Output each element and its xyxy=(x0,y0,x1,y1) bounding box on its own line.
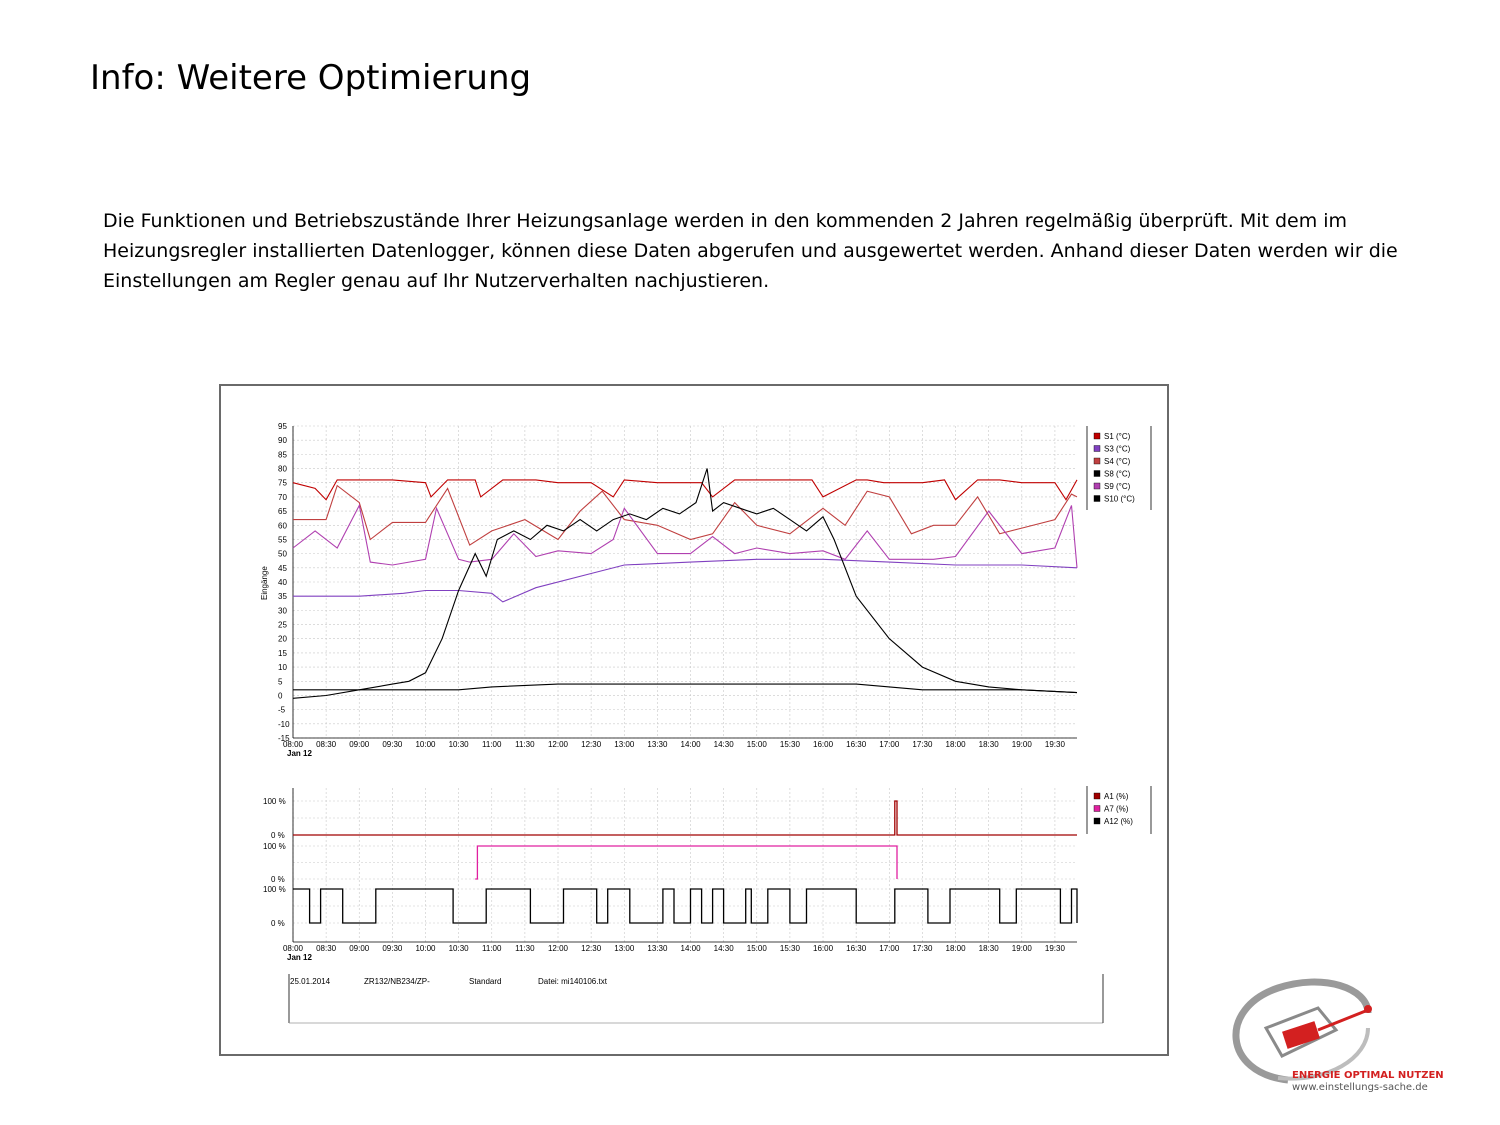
x-tick-label: 09:00 xyxy=(349,944,370,953)
x-tick-label: 17:00 xyxy=(879,740,900,749)
legend-label: A12 (%) xyxy=(1104,817,1133,826)
x-tick-label: 09:00 xyxy=(349,740,370,749)
x-tick-label: 18:30 xyxy=(978,944,999,953)
y-tick-label: 85 xyxy=(278,450,287,460)
x-tick-label: 10:30 xyxy=(448,740,469,749)
x-tick-label: 18:00 xyxy=(945,740,966,749)
legend-swatch xyxy=(1094,446,1100,452)
x-tick-label: 12:00 xyxy=(547,944,569,953)
y-tick-label: 100 % xyxy=(263,842,286,851)
x-tick-label: 08:30 xyxy=(316,740,337,749)
x-tick-label: 15:30 xyxy=(779,944,800,953)
x-tick-label: 14:00 xyxy=(680,740,701,749)
x-tick-label: 18:30 xyxy=(978,740,999,749)
legend-swatch xyxy=(1094,483,1100,489)
y-tick-label: 20 xyxy=(278,634,287,644)
x-tick-label: 19:30 xyxy=(1044,740,1065,749)
chart-frame xyxy=(219,384,1169,1056)
x-tick-label: 16:00 xyxy=(813,740,834,749)
x-tick-label: 15:00 xyxy=(746,944,767,953)
y-tick-label: 45 xyxy=(278,563,287,573)
series-line-S3 xyxy=(293,559,1077,602)
x-tick-label: 14:00 xyxy=(680,944,701,953)
x-tick-label: 13:30 xyxy=(647,740,668,749)
x-tick-label: 11:00 xyxy=(482,944,502,953)
legend-label: S3 (°C) xyxy=(1104,444,1131,454)
y-tick-label: 60 xyxy=(278,521,287,531)
footer-mode: Standard xyxy=(469,977,502,986)
y-tick-label: 65 xyxy=(278,507,287,517)
legend-swatch xyxy=(1094,458,1100,464)
x-sub-label: Jan 12 xyxy=(287,953,312,962)
y-tick-label: 0 % xyxy=(271,831,285,840)
x-tick-label: 11:00 xyxy=(482,740,502,749)
x-tick-label: 16:30 xyxy=(846,740,867,749)
legend-label: S1 (°C) xyxy=(1104,432,1131,441)
x-tick-label: 08:00 xyxy=(282,740,304,749)
y-tick-label: 35 xyxy=(278,592,287,602)
y-tick-label: 15 xyxy=(278,648,287,658)
x-tick-label: 15:30 xyxy=(779,740,800,749)
slide-title: Info: Weitere Optimierung xyxy=(90,58,532,98)
x-tick-label: 09:30 xyxy=(382,944,403,953)
series-line-S10 xyxy=(293,469,1077,699)
y-tick-label: -5 xyxy=(278,705,286,715)
x-tick-label: 19:00 xyxy=(1011,944,1032,953)
y-tick-label: 30 xyxy=(278,606,287,616)
y-tick-label: 80 xyxy=(278,464,287,474)
legend-label: S10 (°C) xyxy=(1104,494,1135,504)
x-tick-label: 14:30 xyxy=(713,944,734,953)
logo-mark-icon xyxy=(1236,982,1372,1080)
y-tick-label: 25 xyxy=(278,620,287,630)
y-tick-label: 10 xyxy=(278,663,287,673)
legend-label: S9 (°C) xyxy=(1104,482,1131,491)
series-line-S8 xyxy=(293,684,1077,693)
x-tick-label: 09:30 xyxy=(382,740,403,749)
x-tick-label: 12:30 xyxy=(581,944,602,953)
x-tick-label: 13:30 xyxy=(647,944,668,953)
x-tick-label: 14:30 xyxy=(713,740,734,749)
y-tick-label: 75 xyxy=(278,478,287,488)
y-tick-label: 40 xyxy=(278,578,287,587)
x-sub-label: Jan 12 xyxy=(287,749,312,758)
y-tick-label: 55 xyxy=(278,535,287,545)
x-tick-label: 10:00 xyxy=(415,740,436,749)
y-tick-label: 0 % xyxy=(271,875,285,884)
x-tick-label: 16:30 xyxy=(846,944,867,953)
y-tick-label: 100 % xyxy=(263,797,286,806)
top-chart xyxy=(260,422,1151,758)
x-tick-label: 13:00 xyxy=(614,944,635,953)
legend-swatch xyxy=(1094,793,1100,799)
legend-swatch xyxy=(1094,818,1100,824)
x-tick-label: 10:30 xyxy=(448,944,469,953)
y-tick-label: 95 xyxy=(278,422,287,431)
x-tick-label: 18:00 xyxy=(945,944,966,953)
y-tick-label: 70 xyxy=(278,492,287,502)
bottom-chart xyxy=(263,786,1151,962)
footer-device: ZR132/NB234/ZP- xyxy=(364,977,430,986)
x-tick-label: 17:00 xyxy=(879,944,900,953)
y-tick-label: 100 % xyxy=(263,885,286,894)
legend-swatch xyxy=(1094,433,1100,439)
x-tick-label: 11:30 xyxy=(515,944,535,953)
y-tick-label: 0 % xyxy=(271,919,285,928)
x-tick-label: 17:30 xyxy=(912,944,933,953)
legend-label: A1 (%) xyxy=(1104,792,1129,801)
footer-box xyxy=(289,974,1103,1023)
legend-label: S4 (°C) xyxy=(1104,457,1131,466)
legend-swatch xyxy=(1094,471,1100,477)
x-tick-label: 19:30 xyxy=(1044,944,1065,953)
x-tick-label: 12:30 xyxy=(581,740,602,749)
y-tick-label: 50 xyxy=(278,549,287,559)
logo xyxy=(1218,968,1483,1093)
y-axis-label: Eingänge xyxy=(260,566,269,600)
x-tick-label: 17:30 xyxy=(912,740,933,749)
logo-url: www.einstellungs-sache.de xyxy=(1292,1082,1428,1093)
legend-swatch xyxy=(1094,496,1100,502)
footer-file: Datei: mi140106.txt xyxy=(538,977,607,986)
chart-svg xyxy=(221,386,1167,1054)
y-tick-label: -10 xyxy=(278,719,290,729)
y-tick-label: 90 xyxy=(278,436,287,446)
footer-date: 25.01.2014 xyxy=(290,977,331,986)
legend-swatch xyxy=(1094,806,1100,812)
body-text: Die Funktionen und Betriebszustände Ihrer Heizungsanlage werden in den kommenden 2 Jahren regelmäßig überprüft. Mit dem im Heizungsregler installierten Datenlogger, können diese Daten abgerufen und ausgewertet werden. Anhand dieser Daten werden wir die Einstellungen am Regler genau auf Ihr Nutzerverhalten nachjustieren. xyxy=(103,210,1398,292)
legend-label: A7 (%) xyxy=(1104,804,1129,814)
y-tick-label: 5 xyxy=(278,677,283,687)
x-tick-label: 16:00 xyxy=(813,944,834,953)
x-tick-label: 12:00 xyxy=(547,740,569,749)
y-tick-label: -15 xyxy=(278,734,290,743)
x-tick-label: 08:00 xyxy=(282,944,304,953)
x-tick-label: 13:00 xyxy=(614,740,635,749)
legend-label: S8 (°C) xyxy=(1104,469,1131,479)
x-tick-label: 19:00 xyxy=(1011,740,1032,749)
x-tick-label: 11:30 xyxy=(515,740,535,749)
logo-name: ENERGIE OPTIMAL NUTZEN xyxy=(1292,1070,1444,1081)
series-line-S4 xyxy=(293,486,1077,545)
x-tick-label: 08:30 xyxy=(316,944,337,953)
x-tick-label: 10:00 xyxy=(415,944,436,953)
x-tick-label: 15:00 xyxy=(746,740,767,749)
y-tick-label: 0 xyxy=(278,691,283,701)
